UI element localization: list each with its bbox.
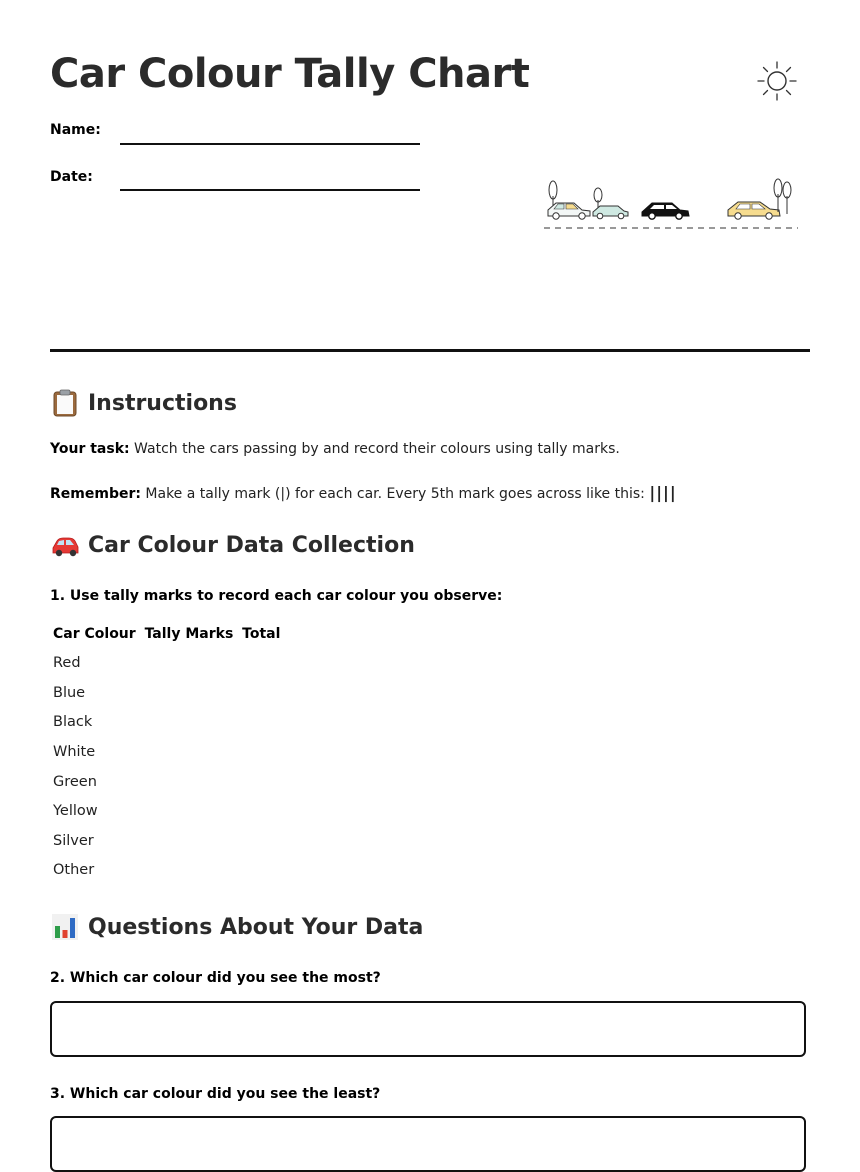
tally-table-header (53, 626, 280, 642)
task-label: Your task: (50, 441, 130, 457)
table-row: Blue (53, 685, 86, 701)
questions-title: Questions About Your Data (88, 914, 424, 940)
table-row: Yellow (53, 803, 98, 819)
sun-icon[interactable] (756, 60, 798, 102)
bar-chart-icon (50, 912, 80, 942)
table-row: Other (53, 862, 95, 878)
column-header: Tally Marks (144, 626, 234, 642)
table-row: Green (53, 774, 97, 790)
data-collection-heading (50, 530, 415, 560)
name-field[interactable] (120, 143, 420, 145)
page-title: Car Colour Tally Chart (50, 51, 530, 97)
red-car-icon (50, 530, 80, 560)
question-2: 2. Which car colour did you see the most? (50, 970, 381, 986)
car-icon (548, 203, 590, 219)
remember-paragraph (50, 483, 677, 502)
table-row: Silver (53, 833, 94, 849)
remember-label: Remember: (50, 486, 141, 502)
task-text: Watch the cars passing by and record their colours using tally marks. (129, 441, 620, 457)
question-3: 3. Which car colour did you see the least? (50, 1086, 381, 1102)
instructions-title: Instructions (88, 390, 237, 416)
date-field[interactable] (120, 189, 420, 191)
car-icon (728, 202, 780, 219)
table-row: White (53, 744, 96, 760)
question-1: 1. Use tally marks to record each car colour you observe: (50, 588, 503, 604)
column-header: Car Colour (53, 626, 136, 642)
clipboard-icon (50, 388, 80, 418)
task-paragraph (50, 441, 620, 457)
street-cars-illustration (540, 172, 802, 234)
name-label: Name: (50, 122, 101, 138)
remember-text: Make a tally mark (|) for each car. Every 5th mark goes across like this: (140, 486, 650, 502)
questions-heading (50, 912, 423, 942)
column-header: Total (242, 626, 281, 642)
car-icon (642, 203, 689, 219)
data-collection-title: Car Colour Data Collection (88, 532, 415, 558)
tally-example: |||| (649, 483, 677, 502)
date-label: Date: (50, 169, 93, 185)
table-row: Red (53, 655, 81, 671)
answer-box-least[interactable] (50, 1116, 806, 1172)
answer-box-most[interactable] (50, 1001, 806, 1057)
instructions-heading (50, 388, 237, 418)
header-divider (50, 349, 810, 352)
car-icon (593, 206, 628, 219)
table-row: Black (53, 714, 93, 730)
